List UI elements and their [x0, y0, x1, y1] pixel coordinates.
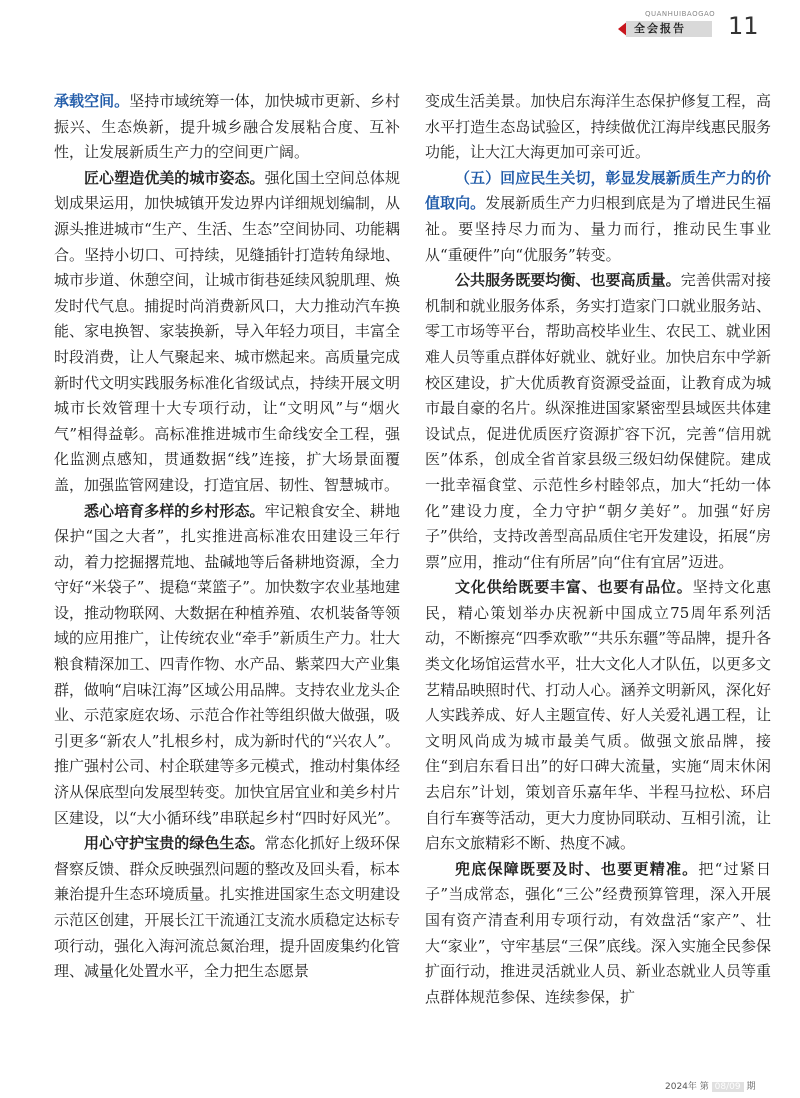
paragraph-body: 发展新质生产力归根到底是为了增进民生福祉。要坚持尽力而为、量力而行，推动民生事业从“重硬件”向“优服务”转变。 — [425, 194, 771, 264]
paragraph-lead: 承载空间。 — [54, 92, 130, 110]
footer-year: 2024年 第 — [665, 1082, 709, 1092]
paragraph-lead: 用心守护宝贵的绿色生态。 — [84, 834, 265, 853]
paragraph-body: 完善供需对接机制和就业服务体系，务实打造家门口就业服务站、零工市场等平台，帮助高校毕业生、农民工、就业困难人员等重点群体好就业、就好业。加快启东中学新校区建设，扩大优质教育资源受益面，让教育成为城市最自豪的名片。纵深推进国家紧密型县域医共体建设试点，促进优质医疗资源扩容下沉，完善“信用就医”体系，创成全省首家县级三级妇幼保健院。建成一批幸福食堂、示范性乡村睦邻点，加大“托幼一体化”建设力度，全力守护“朝夕美好”。加强“好房子”供给，支持改善型高品质住宅开发建设，拓展“房票”应用，推动“住有所居”向“住有宜居”迈进。 — [425, 271, 771, 571]
paragraph-body: 坚持市域统筹一体，加快城市更新、乡村振兴、生态焕新，提升城乡融合发展粘合度、互补性，让发展新质生产力的空间更广阔。 — [54, 92, 400, 162]
paragraph-lead: 悉心培育多样的乡村形态。 — [84, 501, 265, 520]
paragraph-lead: 兜底保障既要及时、也要更精准。 — [455, 859, 699, 878]
section-heading: （五）回应民生关切，彰显发展新质生产力的价值取向。 — [425, 168, 771, 213]
paragraph-green-ecology — [54, 831, 400, 985]
paragraph-lead: 公共服务既要均衡、也要高质量。 — [455, 271, 681, 290]
paragraph-livelihood-heading — [425, 166, 771, 268]
paragraph-public-services — [425, 268, 771, 575]
paragraph-body: 常态化抓好上级环保督察反馈、群众反映强烈问题的整改及回头看，标本兼治提升生态环境质量。扎实推进国家生态文明建设示范区创建，开展长江干流通江支流水质稳定达标专项行动，强化入海河流总氮治理，提升固废集约化管理、减量化处置水平，全力把生态愿景 — [54, 834, 400, 981]
page-footer — [665, 1079, 755, 1092]
paragraph-social-security — [425, 857, 771, 1011]
right-column — [425, 89, 771, 1010]
paragraph-body: 把“过紧日子”当成常态，强化“三公”经费预算管理，深入开展国有资产清查利用专项行动，有效盘活“家产”、壮大“家业”，守牢基层“三保”底线。深入实施全民参保扩面行动，推进灵活就业人员、新业态就业人员等重点群体规范参保、连续参保，扩 — [425, 859, 771, 1006]
header-brand-en: QUANHUIBAOGAO — [645, 10, 716, 18]
paragraph-body: 牢记粮食安全、耕地保护“国之大者”，扎实推进高标准农田建设三年行动，着力挖掘撂荒地、盐碱地等后备耕地资源，全力守好“米袋子”、提稳“菜篮子”。加快数字农业基地建设，推动物联网、大数据在种植养殖、农机装备等领域的应用推广，让传统农业“牵手”新质生产力。壮大粮食精深加工、四青作物、水产品、紫菜四大产业集群，做响“启味江海”区域公用品牌。支持农业龙头企业、示范家庭农场、示范合作社等组织做大做强，吸引更多“新农人”扎根乡村，成为新时代的“兴农人”。推广强村公司、村企联建等多元模式，推动村集体经济从保底型向发展型转变。加快宜居宜业和美乡村片区建设，以“大小循环线”串联起乡村“四时好风光”。 — [54, 501, 400, 827]
footer-suffix: 期 — [746, 1082, 756, 1092]
paragraph-body: 坚持文化惠民，精心策划举办庆祝新中国成立75周年系列活动，不断擦亮“四季欢歌”“共乐东疆”等品牌，提升各类文化场馆运营水平，壮大文化人才队伍，以更多文艺精品映照时代、打动人心。涵养文明新风，深化好人实践养成、好人主题宣传、好人关爱礼遇工程，让文明风尚成为城市最美气质。做强文旅品牌，接住“到启东看日出”的好口碑大流量，实施“周末休闲去启东”计划，策划音乐嘉年华、半程马拉松、环启自行车赛等活动，更大力度协同联动、互相引流，让启东文旅精彩不断、热度不减。 — [425, 578, 771, 853]
left-column — [54, 89, 400, 985]
paragraph-culture-supply — [425, 575, 771, 857]
paragraph-body: 强化国土空间总体规划成果运用，加快城镇开发边界内详细规划编制，从源头推进城市“生产、生活、生态”空间协同、功能耦合。坚持小切口、可持续，见缝插针打造转角绿地、城市步道、休憩空间，让城市街巷延续风貌肌理、焕发时代气息。捕捉时尚消费新风口，大力推动汽车换能、家电换智、家装换新，导入年轻力项目，丰富全时段消费，让人气聚起来、城市燃起来。高质量完成新时代文明实践服务标准化省级试点，持续开展文明城市长效管理十大专项行动，让“文明风”与“烟火气”相得益彰。高标准推进城市生命线安全工程，强化监测点感知，贯通数据“线”连接，扩大场景面覆盖，加强监管网建设，打造宜居、韧性、智慧城市。 — [54, 168, 400, 494]
paragraph-lead: 文化供给既要丰富、也要有品位。 — [455, 578, 693, 597]
paragraph-continued — [54, 89, 400, 166]
paragraph-rural-form — [54, 499, 400, 832]
paragraph-city-appearance — [54, 166, 400, 499]
page-header — [0, 0, 800, 46]
footer-issue: 08/09 — [712, 1082, 744, 1092]
page-number: 11 — [728, 12, 759, 40]
header-section-label: 全会报告 — [634, 22, 686, 35]
paragraph-lead: 匠心塑造优美的城市姿态。 — [84, 168, 265, 187]
paragraph-continued: 变成生活美景。加快启东海洋生态保护修复工程，高水平打造生态岛试验区，持续做优江海岸线惠民服务功能，让大江大海更加可亲可近。 — [425, 92, 771, 162]
